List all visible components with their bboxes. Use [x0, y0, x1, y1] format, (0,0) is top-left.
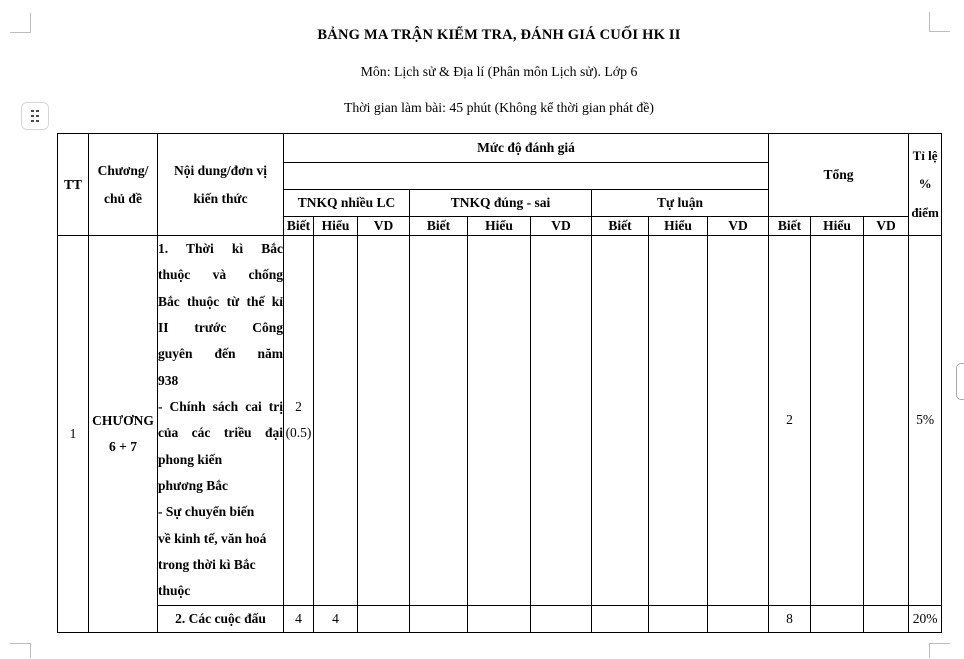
score-count: 2 [295, 399, 302, 415]
level-cell-know: Biết [592, 216, 649, 236]
empty-cell [592, 236, 649, 606]
content-line: thuộc và chống [158, 267, 283, 283]
empty-cell [314, 236, 358, 606]
corner-mark-bottom-right-icon [929, 643, 950, 658]
empty-cell [592, 605, 649, 632]
ratio-cell: 20% [909, 605, 942, 632]
document-title: BẢNG MA TRẬN KIỂM TRA, ĐÁNH GIÁ CUỐI HK II [317, 27, 681, 43]
empty-cell [864, 236, 909, 606]
header-cell-knowledge [158, 134, 284, 236]
empty-cell [410, 236, 468, 606]
empty-cell [811, 236, 864, 606]
level-cell-know: Biết [284, 216, 314, 236]
level-cell-apply: VD [358, 216, 410, 236]
matrix-table [57, 133, 942, 633]
header-chapter-line1: Chương/ [97, 162, 149, 178]
corner-mark-bottom-left-icon [10, 643, 31, 658]
empty-cell [649, 236, 708, 606]
row-cell-content: 2. Các cuộc đấu [158, 605, 284, 632]
header-knowledge-line2: kiến thức [193, 190, 248, 206]
document-time-line: Thời gian làm bài: 45 phút (Không kể thời gian phát đề) [343, 100, 654, 115]
level-cell-total-apply: VD [864, 216, 909, 236]
score-cell-total-know: 2 [769, 236, 811, 606]
content-line: phương Bắc [158, 478, 228, 494]
header-cell-group-essay: Tự luận [592, 190, 769, 217]
header-cell-ratio [909, 134, 942, 236]
empty-cell [358, 236, 410, 606]
empty-cell [531, 605, 592, 632]
empty-cell [708, 605, 769, 632]
content-line: về kinh tế, văn hoá [158, 530, 267, 546]
level-cell-total-know: Biết [769, 216, 811, 236]
level-cell-apply: VD [708, 216, 769, 236]
empty-cell [410, 605, 468, 632]
six-dot-grid-icon [31, 110, 39, 123]
level-cell-apply: VD [531, 216, 592, 236]
content-line: 938 [158, 372, 179, 388]
header-cell-group-tnkq-true-false: TNKQ đúng - sai [410, 190, 592, 217]
empty-cell [864, 605, 909, 632]
level-cell-total-understand: Hiểu [811, 216, 864, 236]
chapter-line1: CHƯƠNG [92, 412, 154, 428]
level-cell-understand: Hiểu [314, 216, 358, 236]
row-cell-tt: 1 [58, 236, 89, 633]
content-line: của các triều đại [158, 425, 283, 441]
header-cell-assessment-levels: Mức độ đánh giá [284, 134, 769, 163]
empty-cell [358, 605, 410, 632]
level-cell-understand: Hiểu [468, 216, 531, 236]
score-cell-total-know: 8 [769, 605, 811, 632]
score-cell-tnkq-lc-know: 4 [284, 605, 314, 632]
score-points: (0.5) [285, 425, 312, 441]
corner-mark-top-left-icon [10, 13, 31, 33]
content-line: trong thời kì Bắc [158, 557, 256, 573]
content-line: II trước Công [158, 320, 283, 336]
document-subject-line: Môn: Lịch sử & Địa lí (Phân môn Lịch sử). Lớp 6 [360, 64, 638, 79]
scrollbar-thumb[interactable] [956, 363, 964, 400]
header-cell-group-tnkq-lc: TNKQ nhiều LC [284, 190, 410, 217]
ratio-cell: 5% [909, 236, 942, 606]
content-line: - Sự chuyển biến [158, 504, 255, 520]
header-cell-blank-band [284, 162, 769, 190]
level-cell-know: Biết [410, 216, 468, 236]
row-cell-content [158, 236, 284, 606]
content-line: Bắc thuộc từ thế kỉ [158, 293, 283, 309]
header-cell-chapter [89, 134, 158, 236]
content-line: guyên đến năm [158, 346, 283, 362]
empty-cell [468, 605, 531, 632]
row-cell-chapter [89, 236, 158, 633]
header-cell-total: Tổng [769, 134, 909, 217]
header-ratio-line1: Tỉ lệ [912, 147, 938, 163]
level-cell-understand: Hiểu [649, 216, 708, 236]
header-chapter-line2: chủ đề [104, 190, 142, 206]
header-knowledge-line1: Nội dung/đơn vị [173, 162, 268, 178]
header-cell-tt: TT [58, 134, 89, 236]
content-line: phong kiến [158, 451, 223, 467]
empty-cell [708, 236, 769, 606]
empty-cell [811, 605, 864, 632]
content-line: - Chính sách cai trị [158, 399, 283, 415]
table-drag-handle-button[interactable] [21, 102, 49, 130]
content-line: thuộc [158, 583, 191, 599]
chapter-line2: 6 + 7 [109, 439, 137, 455]
empty-cell [468, 236, 531, 606]
header-ratio-line2: % [918, 176, 932, 192]
score-cell-tnkq-lc-know [284, 236, 314, 606]
header-ratio-line3: điểm [911, 204, 939, 220]
empty-cell [649, 605, 708, 632]
score-cell-tnkq-lc-understand: 4 [314, 605, 358, 632]
content-line: 1. Thời kì Bắc [158, 241, 283, 256]
empty-cell [531, 236, 592, 606]
